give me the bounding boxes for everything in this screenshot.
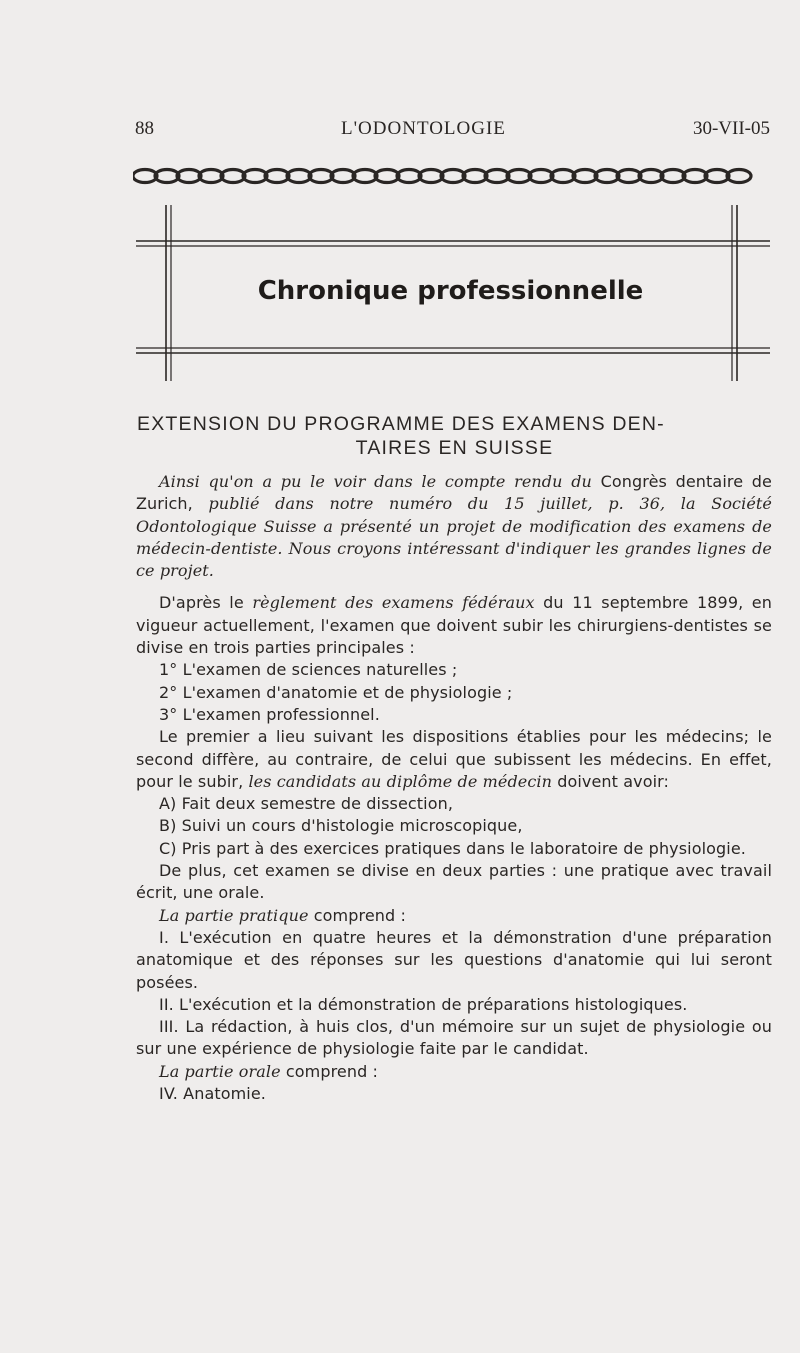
intro-text-1: Congrès dentaire de Zurich, xyxy=(136,472,772,514)
banner-title: Chronique professionnelle xyxy=(257,276,644,306)
chain-link xyxy=(221,170,245,183)
list-item: III. La rédaction, à huis clos, d'un mémoire sur un sujet de physiologie ou sur une expérience de physiologie faite par le candidat. xyxy=(136,1017,772,1059)
list-item: A) Fait deux semestre de dissection, xyxy=(159,794,454,814)
chain-link xyxy=(155,170,179,183)
pratique-italic: La partie pratique xyxy=(159,905,309,925)
issue-date: 30-VII-05 xyxy=(692,118,770,139)
heading-line-2: TAIRES EN SUISSE xyxy=(355,437,554,459)
list-item: 2° L'examen d'anatomie et de physiologie ; xyxy=(159,682,513,702)
journal-title: L'ODONTOLOGIE xyxy=(341,118,506,139)
list-item: B) Suivi un cours d'histologie microscopique, xyxy=(159,816,523,836)
p3-text-2: doivent avoir: xyxy=(552,771,670,791)
list-item: IV. Anatomie. xyxy=(159,1084,266,1104)
intro-italic-1: Ainsi qu'on a pu le voir dans le compte rendu du xyxy=(159,472,592,491)
list-item: 1° L'examen de sciences naturelles ; xyxy=(159,660,458,680)
chain-link xyxy=(133,170,157,183)
intro-paragraph xyxy=(136,471,772,582)
chain-link xyxy=(199,170,223,183)
article-body xyxy=(136,471,772,1105)
list-item: II. L'exécution et la démonstration de préparations histologiques. xyxy=(159,994,688,1014)
partie-orale-line xyxy=(136,1061,772,1083)
orale-text: comprend : xyxy=(280,1061,379,1081)
list-item: I. L'exécution en quatre heures et la démonstration d'une préparation anatomique et des réponses sur les questions d'anatomie qui lui seront posées. xyxy=(136,927,772,992)
p2-italic: règlement des examens fédéraux xyxy=(252,593,535,613)
partie-pratique-line xyxy=(136,905,772,927)
p2-text-2: du 11 septembre 1899, en vigueur actuellement, l'examen que doivent subir les chirurgiens-dentistes se divise en trois parties principales : xyxy=(136,593,772,658)
chain-ornament-icon xyxy=(133,162,773,190)
orale-italic: La partie orale xyxy=(159,1061,281,1081)
intro-italic-2: publié dans notre numéro du 15 juillet, p. 36, la Société Odontologique Suisse a présenté un projet de modification des examens de médecin-dentiste. Nous croyons intéressant d'indiquer les grandes lignes de ce projet. xyxy=(136,494,772,581)
p2-text-1: D'après le xyxy=(159,593,253,613)
paragraph-premier xyxy=(136,726,772,793)
chain-link xyxy=(177,170,201,183)
page-number: 88 xyxy=(135,118,154,139)
heading-line-1: EXTENSION DU PROGRAMME DES EXAMENS DEN- xyxy=(137,413,665,435)
running-head xyxy=(135,116,770,142)
list-item: 3° L'examen professionnel. xyxy=(159,704,380,724)
pratique-text: comprend : xyxy=(308,905,406,925)
p3-text-1: Le premier a lieu suivant les dispositions établies pour les médecins; le second diffère, au contraire, de celui que subissent les médecins. En effet, pour le subir, xyxy=(136,727,772,791)
paragraph-de-plus: De plus, cet examen se divise en deux parties : une pratique avec travail écrit, une orale. xyxy=(136,861,772,903)
paragraph-reglement xyxy=(136,592,772,659)
article-heading xyxy=(137,412,772,460)
p3-italic: les candidats au diplôme de médecin xyxy=(248,771,553,791)
list-item: C) Pris part à des exercices pratiques dans le laboratoire de physiologie. xyxy=(159,838,746,858)
